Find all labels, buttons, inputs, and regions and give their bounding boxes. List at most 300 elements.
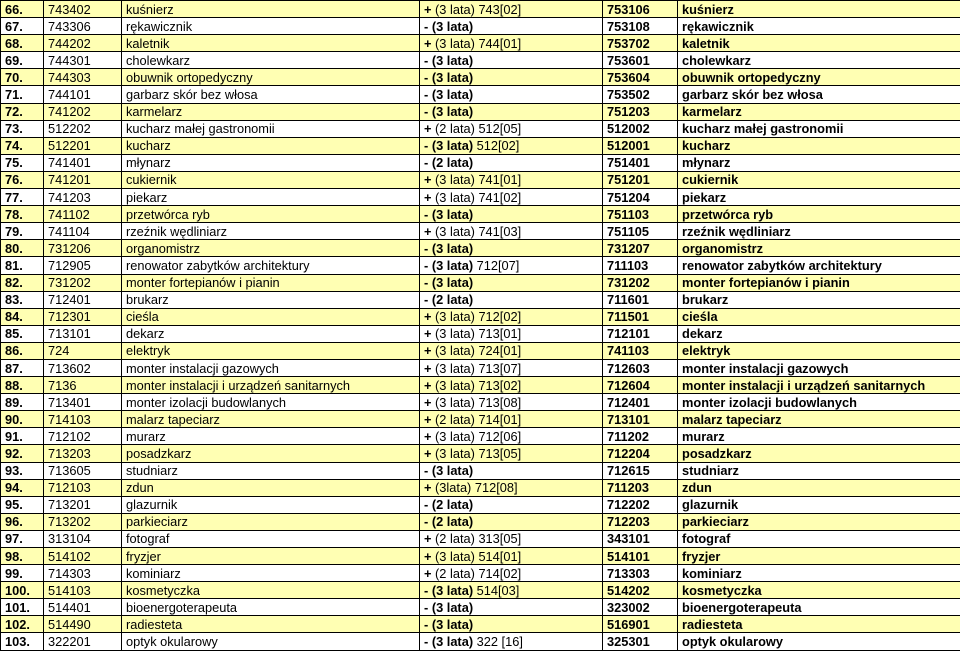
new-profession-name: fotograf	[678, 530, 960, 547]
module-reference: 713[02]	[478, 378, 521, 393]
old-profession-name: karmelarz	[122, 103, 420, 120]
row-number: 83.	[1, 291, 44, 308]
module-reference: 712[07]	[477, 258, 520, 273]
table-row	[1, 616, 960, 633]
new-profession-name: kuśnierz	[678, 1, 960, 18]
old-profession-name: parkieciarz	[122, 513, 420, 530]
module-reference: 712[02]	[478, 309, 521, 324]
new-code: 712615	[603, 462, 678, 479]
row-number: 78.	[1, 206, 44, 223]
training-duration: (3 lata)	[432, 617, 473, 632]
change-cell	[420, 206, 603, 223]
table-row	[1, 137, 960, 154]
change-cell	[420, 154, 603, 171]
old-profession-name: glazurnik	[122, 496, 420, 513]
change-cell	[420, 377, 603, 394]
old-profession-name: rękawicznik	[122, 18, 420, 35]
old-profession-name: fryzjer	[122, 548, 420, 565]
old-code: 712401	[44, 291, 122, 308]
new-code: 514101	[603, 548, 678, 565]
old-code: 514102	[44, 548, 122, 565]
old-code: 743402	[44, 1, 122, 18]
row-number: 82.	[1, 274, 44, 291]
new-code: 325301	[603, 633, 678, 650]
old-profession-name: malarz tapeciarz	[122, 411, 420, 428]
training-duration: (3 lata)	[435, 343, 475, 358]
old-code: 713201	[44, 496, 122, 513]
change-cell	[420, 394, 603, 411]
training-duration: (3 lata)	[432, 258, 473, 273]
new-profession-name: kominiarz	[678, 565, 960, 582]
old-profession-name: kuśnierz	[122, 1, 420, 18]
change-sign: +	[424, 309, 431, 324]
old-profession-name: murarz	[122, 428, 420, 445]
module-reference: 741[02]	[478, 190, 521, 205]
new-profession-name: posadzkarz	[678, 445, 960, 462]
old-profession-name: obuwnik ortopedyczny	[122, 69, 420, 86]
old-code: 512201	[44, 137, 122, 154]
old-profession-name: kaletnik	[122, 35, 420, 52]
new-profession-name: monter fortepianów i pianin	[678, 274, 960, 291]
change-sign: -	[424, 600, 428, 615]
row-number: 79.	[1, 223, 44, 240]
old-profession-name: zdun	[122, 479, 420, 496]
change-sign: -	[424, 275, 428, 290]
row-number: 89.	[1, 394, 44, 411]
change-sign: +	[424, 429, 431, 444]
old-profession-name: optyk okularowy	[122, 633, 420, 650]
change-cell	[420, 599, 603, 616]
change-cell	[420, 52, 603, 69]
table-row	[1, 18, 960, 35]
change-sign: +	[424, 395, 431, 410]
module-reference: 713[05]	[478, 446, 521, 461]
old-code: 712103	[44, 479, 122, 496]
old-profession-name: monter izolacji budowlanych	[122, 394, 420, 411]
table-row	[1, 1, 960, 18]
training-duration: (3 lata)	[432, 53, 473, 68]
row-number: 85.	[1, 325, 44, 342]
new-profession-name: młynarz	[678, 154, 960, 171]
training-duration: (3 lata)	[432, 70, 473, 85]
new-code: 711103	[603, 257, 678, 274]
row-number: 88.	[1, 377, 44, 394]
change-cell	[420, 513, 603, 530]
old-code: 714303	[44, 565, 122, 582]
change-cell	[420, 18, 603, 35]
table-row	[1, 120, 960, 137]
change-cell	[420, 189, 603, 206]
change-sign: -	[424, 258, 428, 273]
new-profession-name: monter izolacji budowlanych	[678, 394, 960, 411]
module-reference: 714[01]	[478, 412, 521, 427]
change-cell	[420, 359, 603, 376]
old-code: 514490	[44, 616, 122, 633]
old-code: 514103	[44, 582, 122, 599]
training-duration: (3 lata)	[432, 104, 473, 119]
old-profession-name: monter instalacji i urządzeń sanitarnych	[122, 377, 420, 394]
old-code: 741102	[44, 206, 122, 223]
old-profession-name: kucharz małej gastronomii	[122, 120, 420, 137]
table-row	[1, 599, 960, 616]
row-number: 73.	[1, 120, 44, 137]
old-profession-name: studniarz	[122, 462, 420, 479]
old-code: 713203	[44, 445, 122, 462]
new-code: 753108	[603, 18, 678, 35]
table-row	[1, 308, 960, 325]
row-number: 74.	[1, 137, 44, 154]
change-sign: +	[424, 566, 431, 581]
new-profession-name: optyk okularowy	[678, 633, 960, 650]
old-profession-name: bioenergoterapeuta	[122, 599, 420, 616]
new-profession-name: obuwnik ortopedyczny	[678, 69, 960, 86]
change-sign: -	[424, 463, 428, 478]
change-sign: +	[424, 224, 431, 239]
new-code: 712101	[603, 325, 678, 342]
new-profession-name: studniarz	[678, 462, 960, 479]
training-duration: (3 lata)	[435, 326, 475, 341]
row-number: 102.	[1, 616, 44, 633]
row-number: 76.	[1, 171, 44, 188]
new-profession-name: parkieciarz	[678, 513, 960, 530]
change-sign: -	[424, 155, 428, 170]
training-duration: (3 lata)	[435, 172, 475, 187]
table-row	[1, 274, 960, 291]
row-number: 99.	[1, 565, 44, 582]
new-profession-name: karmelarz	[678, 103, 960, 120]
change-sign: -	[424, 104, 428, 119]
old-profession-name: młynarz	[122, 154, 420, 171]
module-reference: 514[01]	[478, 549, 521, 564]
row-number: 103.	[1, 633, 44, 650]
new-code: 751105	[603, 223, 678, 240]
old-profession-name: renowator zabytków architektury	[122, 257, 420, 274]
change-sign: +	[424, 531, 431, 546]
table-row	[1, 35, 960, 52]
old-code: 744101	[44, 86, 122, 103]
new-code: 343101	[603, 530, 678, 547]
change-sign: -	[424, 497, 428, 512]
training-duration: (3 lata)	[435, 190, 475, 205]
table-row	[1, 257, 960, 274]
training-duration: (3 lata)	[432, 241, 473, 256]
new-code: 712202	[603, 496, 678, 513]
old-profession-name: radiesteta	[122, 616, 420, 633]
change-cell	[420, 342, 603, 359]
old-profession-name: kucharz	[122, 137, 420, 154]
old-profession-name: monter fortepianów i pianin	[122, 274, 420, 291]
training-duration: (2 lata)	[435, 566, 475, 581]
table-row	[1, 479, 960, 496]
old-code: 744303	[44, 69, 122, 86]
old-code: 741401	[44, 154, 122, 171]
change-cell	[420, 1, 603, 18]
training-duration: (3 lata)	[435, 2, 475, 17]
row-number: 67.	[1, 18, 44, 35]
row-number: 94.	[1, 479, 44, 496]
old-code: 713101	[44, 325, 122, 342]
module-reference: 713[08]	[478, 395, 521, 410]
training-duration: (3 lata)	[435, 361, 475, 376]
training-duration: (3 lata)	[435, 309, 475, 324]
new-code: 751203	[603, 103, 678, 120]
change-cell	[420, 308, 603, 325]
old-profession-name: rzeźnik wędliniarz	[122, 223, 420, 240]
old-profession-name: garbarz skór bez włosa	[122, 86, 420, 103]
new-profession-name: malarz tapeciarz	[678, 411, 960, 428]
old-code: 713401	[44, 394, 122, 411]
module-reference: 713[07]	[478, 361, 521, 376]
change-sign: +	[424, 190, 431, 205]
old-profession-name: brukarz	[122, 291, 420, 308]
training-duration: (2 lata)	[432, 155, 473, 170]
change-sign: -	[424, 70, 428, 85]
old-code: 741104	[44, 223, 122, 240]
change-cell	[420, 445, 603, 462]
change-sign: +	[424, 378, 431, 393]
old-profession-name: piekarz	[122, 189, 420, 206]
training-duration: (3 lata)	[432, 463, 473, 478]
new-profession-name: elektryk	[678, 342, 960, 359]
new-code: 514202	[603, 582, 678, 599]
change-sign: +	[424, 480, 431, 495]
old-profession-name: cukiernik	[122, 171, 420, 188]
new-code: 711501	[603, 308, 678, 325]
new-profession-name: radiesteta	[678, 616, 960, 633]
table-row	[1, 633, 960, 650]
training-duration: (3 lata)	[435, 395, 475, 410]
old-code: 744202	[44, 35, 122, 52]
change-sign: +	[424, 361, 431, 376]
new-code: 712204	[603, 445, 678, 462]
new-code: 753702	[603, 35, 678, 52]
row-number: 90.	[1, 411, 44, 428]
new-profession-name: rzeźnik wędliniarz	[678, 223, 960, 240]
change-cell	[420, 496, 603, 513]
old-code: 724	[44, 342, 122, 359]
new-code: 731207	[603, 240, 678, 257]
training-duration: (2 lata)	[432, 514, 473, 529]
old-profession-name: fotograf	[122, 530, 420, 547]
old-profession-name: posadzkarz	[122, 445, 420, 462]
old-profession-name: dekarz	[122, 325, 420, 342]
module-reference: 724[01]	[478, 343, 521, 358]
row-number: 70.	[1, 69, 44, 86]
row-number: 71.	[1, 86, 44, 103]
new-profession-name: zdun	[678, 479, 960, 496]
row-number: 68.	[1, 35, 44, 52]
table-row	[1, 582, 960, 599]
change-cell	[420, 274, 603, 291]
training-duration: (2 lata)	[432, 292, 473, 307]
training-duration: (3lata)	[435, 480, 471, 495]
change-sign: +	[424, 446, 431, 461]
new-code: 753601	[603, 52, 678, 69]
old-code: 714103	[44, 411, 122, 428]
old-code: 322201	[44, 633, 122, 650]
row-number: 101.	[1, 599, 44, 616]
training-duration: (3 lata)	[432, 634, 473, 649]
table-row	[1, 359, 960, 376]
new-profession-name: cieśla	[678, 308, 960, 325]
change-cell	[420, 120, 603, 137]
new-profession-name: brukarz	[678, 291, 960, 308]
row-number: 84.	[1, 308, 44, 325]
new-profession-name: kucharz	[678, 137, 960, 154]
change-sign: +	[424, 412, 431, 427]
new-code: 753502	[603, 86, 678, 103]
module-reference: 741[03]	[478, 224, 521, 239]
training-duration: (3 lata)	[432, 87, 473, 102]
new-code: 323002	[603, 599, 678, 616]
new-profession-name: organomistrz	[678, 240, 960, 257]
training-duration: (3 lata)	[432, 583, 473, 598]
new-code: 731202	[603, 274, 678, 291]
table-row	[1, 189, 960, 206]
row-number: 81.	[1, 257, 44, 274]
training-duration: (3 lata)	[435, 378, 475, 393]
row-number: 97.	[1, 530, 44, 547]
module-reference: 322 [16]	[477, 634, 523, 649]
table-row	[1, 103, 960, 120]
new-code: 751103	[603, 206, 678, 223]
module-reference: 512[02]	[477, 138, 520, 153]
table-row	[1, 411, 960, 428]
table-row	[1, 154, 960, 171]
change-cell	[420, 582, 603, 599]
module-reference: 313[05]	[478, 531, 521, 546]
change-sign: -	[424, 87, 428, 102]
change-sign: -	[424, 19, 428, 34]
row-number: 98.	[1, 548, 44, 565]
table-row	[1, 291, 960, 308]
new-profession-name: kucharz małej gastronomii	[678, 120, 960, 137]
table-row	[1, 445, 960, 462]
new-profession-name: dekarz	[678, 325, 960, 342]
change-cell	[420, 86, 603, 103]
training-duration: (3 lata)	[435, 429, 475, 444]
table-row	[1, 428, 960, 445]
new-profession-name: renowator zabytków architektury	[678, 257, 960, 274]
new-profession-name: przetwórca ryb	[678, 206, 960, 223]
change-cell	[420, 462, 603, 479]
change-sign: +	[424, 36, 431, 51]
new-code: 711601	[603, 291, 678, 308]
module-reference: 714[02]	[478, 566, 521, 581]
new-code: 751204	[603, 189, 678, 206]
new-profession-name: monter instalacji gazowych	[678, 359, 960, 376]
module-reference: 744[01]	[478, 36, 521, 51]
change-cell	[420, 103, 603, 120]
old-profession-name: elektryk	[122, 342, 420, 359]
old-code: 313104	[44, 530, 122, 547]
new-profession-name: bioenergoterapeuta	[678, 599, 960, 616]
table-row	[1, 171, 960, 188]
new-code: 751201	[603, 171, 678, 188]
change-cell	[420, 616, 603, 633]
change-cell	[420, 479, 603, 496]
module-reference: 741[01]	[478, 172, 521, 187]
module-reference: 743[02]	[478, 2, 521, 17]
table-row	[1, 69, 960, 86]
change-sign: -	[424, 207, 428, 222]
change-sign: -	[424, 138, 428, 153]
training-duration: (2 lata)	[435, 531, 475, 546]
new-code: 751401	[603, 154, 678, 171]
new-profession-name: garbarz skór bez włosa	[678, 86, 960, 103]
row-number: 86.	[1, 342, 44, 359]
row-number: 91.	[1, 428, 44, 445]
row-number: 75.	[1, 154, 44, 171]
change-cell	[420, 548, 603, 565]
change-cell	[420, 223, 603, 240]
new-code: 711202	[603, 428, 678, 445]
row-number: 69.	[1, 52, 44, 69]
change-sign: +	[424, 172, 431, 187]
old-code: 512202	[44, 120, 122, 137]
change-sign: +	[424, 549, 431, 564]
old-code: 713605	[44, 462, 122, 479]
old-code: 712301	[44, 308, 122, 325]
table-row	[1, 342, 960, 359]
old-profession-name: kosmetyczka	[122, 582, 420, 599]
old-profession-name: cholewkarz	[122, 52, 420, 69]
old-code: 741203	[44, 189, 122, 206]
row-number: 87.	[1, 359, 44, 376]
old-code: 731202	[44, 274, 122, 291]
module-reference: 512[05]	[478, 121, 521, 136]
change-cell	[420, 35, 603, 52]
change-cell	[420, 530, 603, 547]
row-number: 95.	[1, 496, 44, 513]
change-cell	[420, 240, 603, 257]
module-reference: 712[08]	[475, 480, 518, 495]
change-sign: +	[424, 2, 431, 17]
new-code: 712603	[603, 359, 678, 376]
new-profession-name: kosmetyczka	[678, 582, 960, 599]
old-code: 741201	[44, 171, 122, 188]
new-code: 711203	[603, 479, 678, 496]
old-profession-name: cieśla	[122, 308, 420, 325]
training-duration: (2 lata)	[435, 412, 475, 427]
change-sign: -	[424, 292, 428, 307]
table-row	[1, 86, 960, 103]
table-row	[1, 325, 960, 342]
new-code: 516901	[603, 616, 678, 633]
new-profession-name: cukiernik	[678, 171, 960, 188]
table-row	[1, 206, 960, 223]
table-row	[1, 496, 960, 513]
old-profession-name: przetwórca ryb	[122, 206, 420, 223]
change-sign: -	[424, 53, 428, 68]
new-profession-name: kaletnik	[678, 35, 960, 52]
training-duration: (3 lata)	[432, 207, 473, 222]
new-code: 512002	[603, 120, 678, 137]
change-cell	[420, 137, 603, 154]
new-profession-name: fryzjer	[678, 548, 960, 565]
table-row	[1, 548, 960, 565]
old-profession-name: kominiarz	[122, 565, 420, 582]
new-code: 713303	[603, 565, 678, 582]
change-sign: +	[424, 121, 431, 136]
table-row	[1, 513, 960, 530]
table-row	[1, 52, 960, 69]
training-duration: (3 lata)	[435, 446, 475, 461]
training-duration: (3 lata)	[432, 19, 473, 34]
change-sign: -	[424, 583, 428, 598]
row-number: 100.	[1, 582, 44, 599]
module-reference: 712[06]	[478, 429, 521, 444]
